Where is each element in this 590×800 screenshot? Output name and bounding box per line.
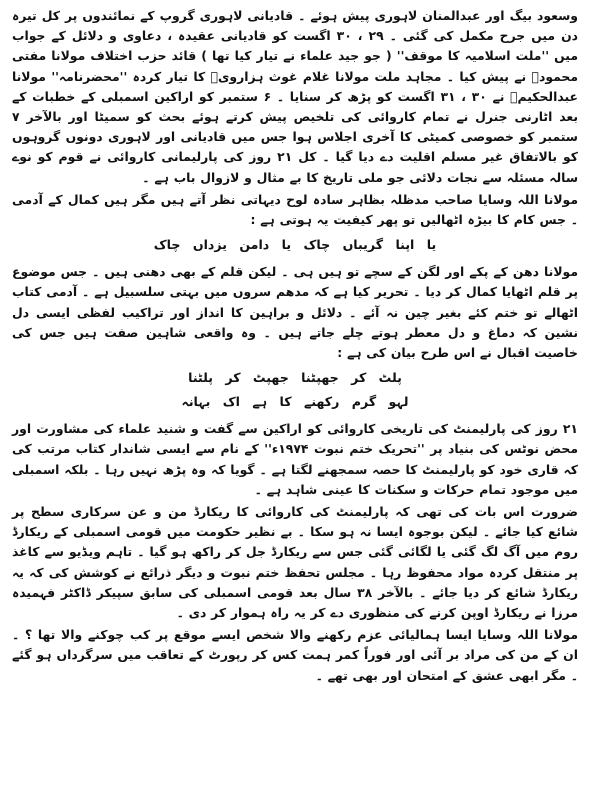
paragraph-book-compilation: ۲۱ روز کی پارلیمنٹ کی تاریخی کاروائی کو اراکین سے گفت و شنید علماء کی مشاورت اور محض نوٹس کی بنیاد پر ''تحریک ختم نبوت ۱۹۷۴ء'' کے نام سے ایسی شاندار کتاب مرتب کی کہ قاری خود کو پارلیمنٹ کا حصہ سمجھنے لگتا ہے ۔ گویا کہ وہ پڑھ نہیں رہا ۔ بلکہ اسمبلی میں موجود تمام حرکات و سکنات کا عینی شاہد ہے ۔ [12,421,579,497]
paragraph-maulana-intro: مولانا اللہ وسایا صاحب مدظلہ بظاہر سادہ لوح دیہاتی نظر آتے ہیں مگر ہیں کمال کے آدمی ۔ جس کام کا بیڑہ اٹھالیں تو پھر کیفیت یہ ہوتی ہے : [12,191,578,228]
verse-block-1 [12,234,578,256]
paragraph-maulana-resolve: مولانا اللہ وسایا ایسا ہمالیائی عزم رکھنے والا شخص ایسے موقع پر کب چوکنے والا تھا ؟ ۔ ان کے من کی مراد بر آئی اور فوراً کمر ہمت کس کر رپورٹ کے تعاقب میں سرگرداں ہو گئے ۔ مگر ابھی عشق کے امتحان اور بھی تھے ۔ [12,627,578,683]
verse-line: یا اپنا گریباں چاک یا دامن یزداں چاک [153,237,437,253]
verse-line-2: لہو گرم رکھنے کا ہے اک بہانہ [181,394,409,410]
paragraph-maulana-pen: مولانا دھن کے پکے اور لگن کے سچے تو ہیں ہی ۔ لیکن قلم کے بھی دھنی ہیں ۔ جس موضوع پر قلم اٹھایا کمال کر دیا ۔ تحریر کیا ہے کہ مدھم سروں میں بہتی سلسبیل ہے ۔ آدمی کتاب اٹھالے تو ختم کئے بغیر چین نہ آئے ۔ دلائل و براہین کا انداز اور تراکیب لفظی ایسی دل نشین کہ دماغ و دل معطر ہوتے چلے جاتے ہیں ۔ وہ واقعی شاہین صفت ہیں جس کی خاصیت اقبال نے اس طرح بیان کی ہے : [12,264,578,361]
verse-line-1: پلٹ کر جھپٹنا جھپٹ کر پلٹنا [188,370,402,386]
verse-block-2 [12,367,578,413]
paragraph-parliament-proceedings: وسعود بیگ اور عبدالمنان لاہوری پیش ہوئے ۔ قادیانی لاہوری گروپ کے نمائندوں پر کل تیرہ دن میں جرح مکمل کی گئی ۔ ۲۹ ، ۳۰ اگست کو قادیانی عقیدہ ، دعاوی و دلائل کے جواب میں ''ملت اسلامیہ کا موقف'' ( جو جید علماء نے تیار کیا تھا ) قائد حزب اختلاف مولانا مفتی محمودؒ نے پیش کیا ۔ مجاہد ملت مولانا غلام غوث ہزارویؒ کا تیار کردہ ''محضرنامہ'' مولانا عبدالحکیمؒ نے ۳۰ ، ۳۱ اگست کو پڑھ کر سنایا ۔ ۶ ستمبر کو اراکین اسمبلی کے خطبات کے بعد اٹارنی جنرل نے تمام کاروائی کی تلخیص پیش کرتے ہوئے بحث کو سمیٹا اور بالآخر ۷ ستمبر کو خصوصی کمیٹی کا آخری اجلاس ہوا جس میں قادیانی اور لاہوری دونوں گروہوں کو بالاتفاق غیر مسلم اقلیت دے دیا گیا ۔ کل ۲۱ روز کی پارلیمانی کاروائی نے قوم کو نوے سالہ مسئلہ سے نجات دلائی جو ملی تاریخ کا بے مثال و لازوال باب ہے ۔ [12,8,579,185]
paragraph-record-publication: ضرورت اس بات کی تھی کہ پارلیمنٹ کی کاروائی کا ریکارڈ من و عن سرکاری سطح پر شائع کیا جائے ۔ لیکن بوجوہ ایسا نہ ہو سکا ۔ بے نظیر حکومت میں قومی اسمبلی کے ریکارڈ روم میں آگ لگ گئی یا لگائی گئی جس سے ریکارڈ جل کر راکھ ہو گیا ۔ تاہم ویڈیو سے کاغذ پر منتقل کردہ مواد محفوظ رہا ۔ مجلس تحفظ ختم نبوت و دیگر ذرائع نے کوشش کی کہ یہ ریکارڈ شائع کر دیا جائے ۔ بالآخر ۳۸ سال بعد قومی اسمبلی کی سابق سپیکر ڈاکٹر فہمیدہ مرزا نے ریکارڈ اوپن کرنے کی منظوری دے کر یہ راہ ہموار کر دی ۔ [12,504,579,621]
